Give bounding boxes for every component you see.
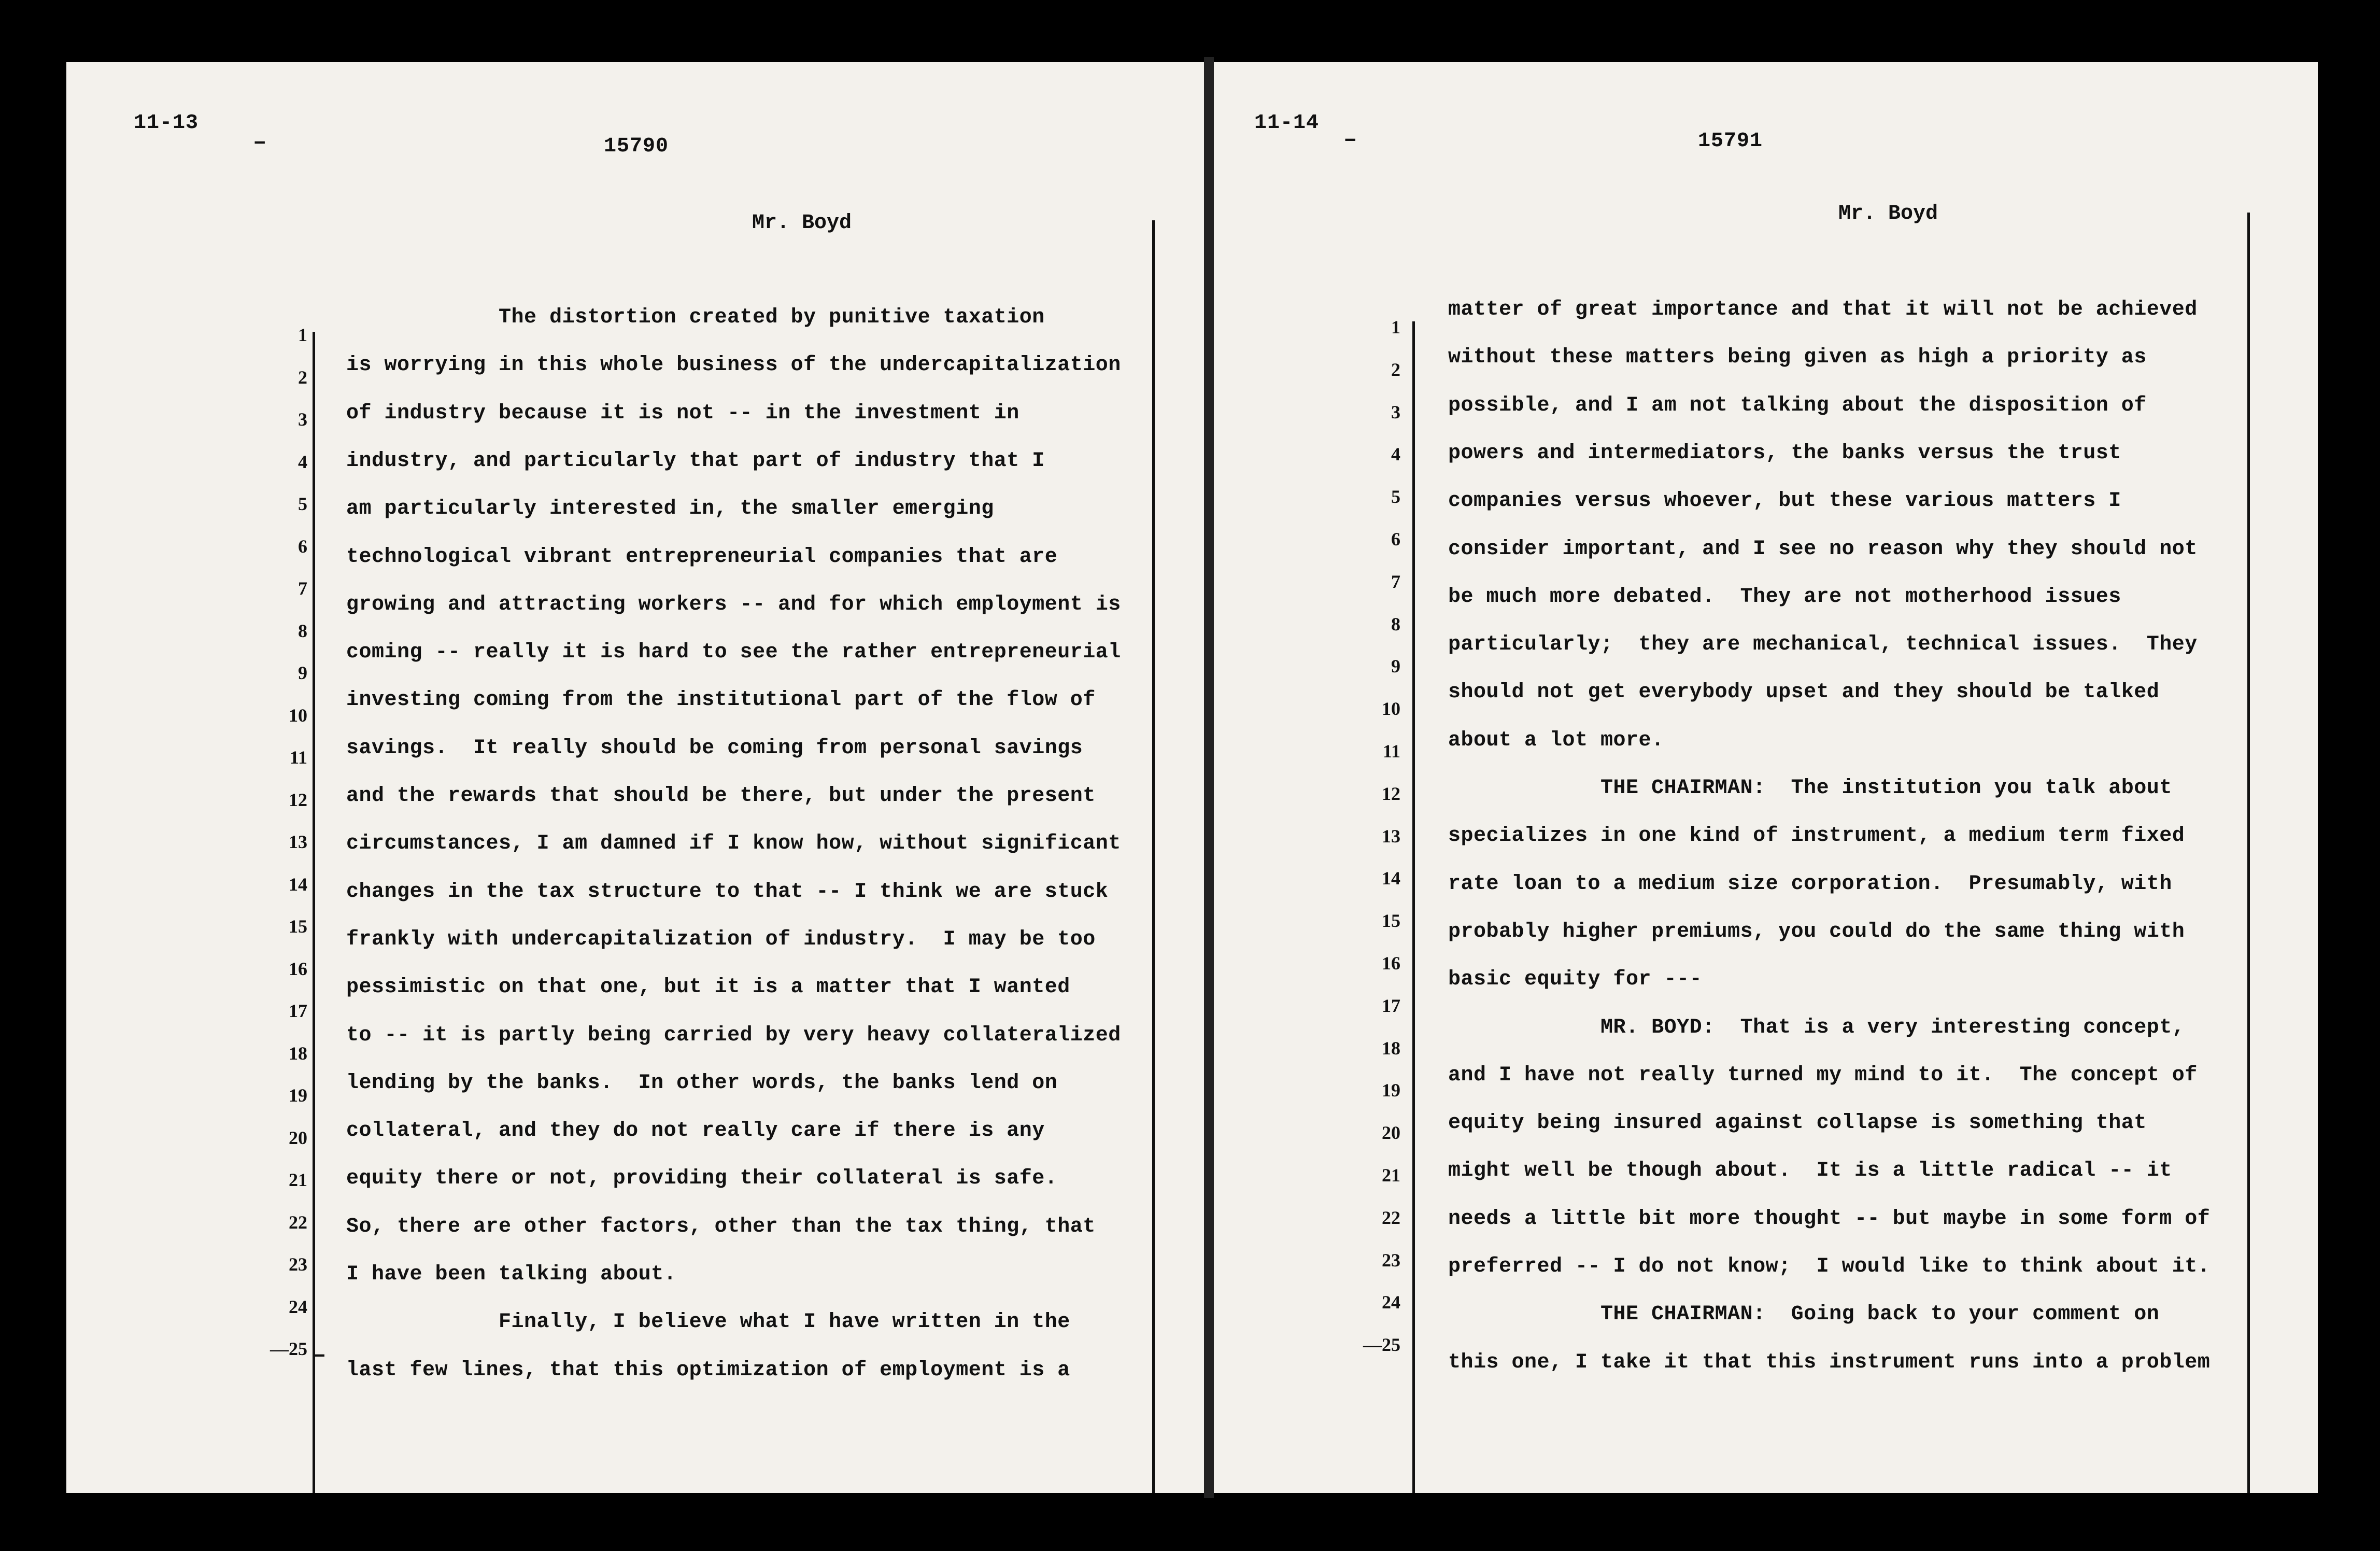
line-number: 16 xyxy=(1382,953,1400,974)
left-header-dash: – xyxy=(253,130,267,156)
transcript-line: probably higher premiums, you could do the same thing with xyxy=(1448,920,2185,943)
line-number: 17 xyxy=(289,1000,307,1021)
transcript-line: and I have not really turned my mind to it. The concept of xyxy=(1448,1063,2198,1087)
transcript-line: circumstances, I am damned if I know how, without significant xyxy=(346,832,1121,856)
line-number: 22 xyxy=(1382,1207,1400,1228)
transcript-line: particularly; they are mechanical, technical issues. They xyxy=(1448,633,2198,657)
line-number: 10 xyxy=(1382,698,1400,720)
line-number: 7 xyxy=(1391,571,1400,592)
transcript-line: am particularly interested in, the smaller emerging xyxy=(346,497,994,521)
line-number: 21 xyxy=(289,1169,307,1190)
transcript-line: equity being insured against collapse is something that xyxy=(1448,1111,2147,1135)
line-number: 4 xyxy=(298,451,307,472)
transcript-line: lending by the banks. In other words, the banks lend on xyxy=(346,1071,1058,1095)
line-number: 4 xyxy=(1391,444,1400,465)
line-number: 20 xyxy=(1382,1122,1400,1144)
line-number: 14 xyxy=(1382,868,1400,889)
transcript-line: of industry because it is not -- in the investment in xyxy=(346,401,1019,425)
line-number: 22 xyxy=(289,1211,307,1233)
line-number: 9 xyxy=(1391,656,1400,677)
line-number: 14 xyxy=(289,873,307,895)
line-number: 2 xyxy=(1391,359,1400,380)
line-number: 7 xyxy=(298,578,307,599)
transcript-line: THE CHAIRMAN: The institution you talk about xyxy=(1448,777,2172,800)
transcript-line: The distortion created by punitive taxation xyxy=(346,306,1045,329)
transcript-line: coming -- really it is hard to see the rather entrepreneurial xyxy=(346,641,1121,665)
line-number: 3 xyxy=(298,409,307,430)
line-number: 15 xyxy=(1382,910,1400,932)
line-number: 18 xyxy=(289,1042,307,1064)
right-right-rule xyxy=(2247,213,2250,1493)
right-section-number: 11-14 xyxy=(1254,111,1320,135)
transcript-line: to -- it is partly being carried by very heavy collateralized xyxy=(346,1023,1121,1047)
line-number: 1 xyxy=(1391,317,1400,337)
line-number: 24 xyxy=(289,1296,307,1317)
left-page-number: 15790 xyxy=(604,135,669,158)
line-number: 2 xyxy=(298,366,307,388)
line-number: 11 xyxy=(289,747,307,768)
line-number: 8 xyxy=(298,620,307,641)
right-margin-rule xyxy=(1412,321,1415,1493)
transcript-line: Finally, I believe what I have written in the xyxy=(346,1310,1070,1334)
line-number: —25 xyxy=(270,1338,307,1359)
line-number: 18 xyxy=(1382,1037,1400,1059)
transcript-line: investing coming from the institutional part of the flow of xyxy=(346,688,1096,712)
line-number: 8 xyxy=(1391,613,1400,634)
transcript-line: this one, I take it that this instrument runs into a problem xyxy=(1448,1350,2211,1374)
line-number: 19 xyxy=(1382,1080,1400,1101)
line-number: 24 xyxy=(1382,1292,1400,1313)
line-number: 1 xyxy=(298,325,307,345)
transcript-line: be much more debated. They are not motherhood issues xyxy=(1448,585,2121,609)
right-page-number: 15791 xyxy=(1698,130,1763,153)
line-number: 17 xyxy=(1382,995,1400,1016)
line-number: 16 xyxy=(289,958,307,979)
transcript-line: possible, and I am not talking about the disposition of xyxy=(1448,393,2147,417)
line-number: 19 xyxy=(289,1085,307,1106)
left-margin-rule xyxy=(313,332,315,1493)
transcript-line: equity there or not, providing their collateral is safe. xyxy=(346,1167,1058,1191)
right-header-dash: – xyxy=(1343,127,1357,153)
transcript-line: about a lot more. xyxy=(1448,728,1664,752)
transcript-line: technological vibrant entrepreneurial companies that are xyxy=(346,545,1058,569)
line-number: 6 xyxy=(1391,529,1400,549)
transcript-line: pessimistic on that one, but it is a matter that I wanted xyxy=(346,976,1070,999)
transcript-line: changes in the tax structure to that -- I think we are stuck xyxy=(346,880,1109,904)
transcript-line: powers and intermediators, the banks versus the trust xyxy=(1448,441,2121,465)
line-number: 6 xyxy=(298,535,307,557)
line-number: 11 xyxy=(1382,741,1400,762)
line-number: 15 xyxy=(289,916,307,937)
left-section-number: 11-13 xyxy=(134,111,199,135)
line-number: 13 xyxy=(1382,825,1400,847)
line-number: 20 xyxy=(289,1127,307,1148)
line-number: 23 xyxy=(1382,1249,1400,1271)
left-line25-mark: – xyxy=(313,1343,327,1369)
transcript-line: should not get everybody upset and they should be talked xyxy=(1448,681,2160,704)
transcript-line: industry, and particularly that part of industry that I xyxy=(346,449,1045,473)
left-page xyxy=(66,62,1204,1493)
transcript-line: specializes in one kind of instrument, a medium term fixed xyxy=(1448,824,2185,848)
left-speaker-header: Mr. Boyd xyxy=(752,212,852,235)
line-number: 21 xyxy=(1382,1165,1400,1186)
transcript-line: and the rewards that should be there, but under the present xyxy=(346,784,1096,808)
line-number: 12 xyxy=(289,789,307,810)
transcript-line: growing and attracting workers -- and for which employment is xyxy=(346,593,1121,616)
transcript-line: last few lines, that this optimization of employment is a xyxy=(346,1358,1070,1382)
transcript-line: without these matters being given as high a priority as xyxy=(1448,346,2147,370)
transcript-line: collateral, and they do not really care if there is any xyxy=(346,1119,1045,1143)
left-right-rule xyxy=(1152,220,1155,1493)
transcript-line: consider important, and I see no reason why they should not xyxy=(1448,537,2198,561)
transcript-line: frankly with undercapitalization of industry. I may be too xyxy=(346,927,1096,951)
line-number: 3 xyxy=(1391,401,1400,422)
transcript-line: preferred -- I do not know; I would like to think about it. xyxy=(1448,1255,2211,1278)
transcript-line: So, there are other factors, other than the tax thing, that xyxy=(346,1215,1096,1238)
transcript-line: is worrying in this whole business of the undercapitalization xyxy=(346,354,1121,377)
page-gutter xyxy=(1204,57,1214,1498)
line-number: 13 xyxy=(289,831,307,852)
line-number: 5 xyxy=(1391,486,1400,507)
transcript-line: THE CHAIRMAN: Going back to your comment on xyxy=(1448,1303,2160,1327)
line-number: 12 xyxy=(1382,783,1400,804)
transcript-line: needs a little bit more thought -- but maybe in some form of xyxy=(1448,1207,2211,1231)
transcript-line: basic equity for --- xyxy=(1448,968,1703,992)
transcript-line: I have been talking about. xyxy=(346,1263,677,1286)
transcript-line: rate loan to a medium size corporation. Presumably, with xyxy=(1448,872,2172,896)
line-number: 5 xyxy=(298,494,307,514)
line-number: 10 xyxy=(289,704,307,726)
transcript-line: matter of great importance and that it will not be achieved xyxy=(1448,298,2198,321)
transcript-line: might well be though about. It is a little radical -- it xyxy=(1448,1159,2172,1183)
line-number: 9 xyxy=(298,662,307,683)
right-page xyxy=(1214,62,2318,1493)
right-speaker-header: Mr. Boyd xyxy=(1838,202,1938,225)
line-number: 23 xyxy=(289,1254,307,1275)
line-number: —25 xyxy=(1363,1334,1400,1356)
transcript-line: companies versus whoever, but these various matters I xyxy=(1448,489,2121,513)
transcript-line: savings. It really should be coming from personal savings xyxy=(346,736,1083,760)
transcript-line: MR. BOYD: That is a very interesting concept, xyxy=(1448,1016,2185,1039)
